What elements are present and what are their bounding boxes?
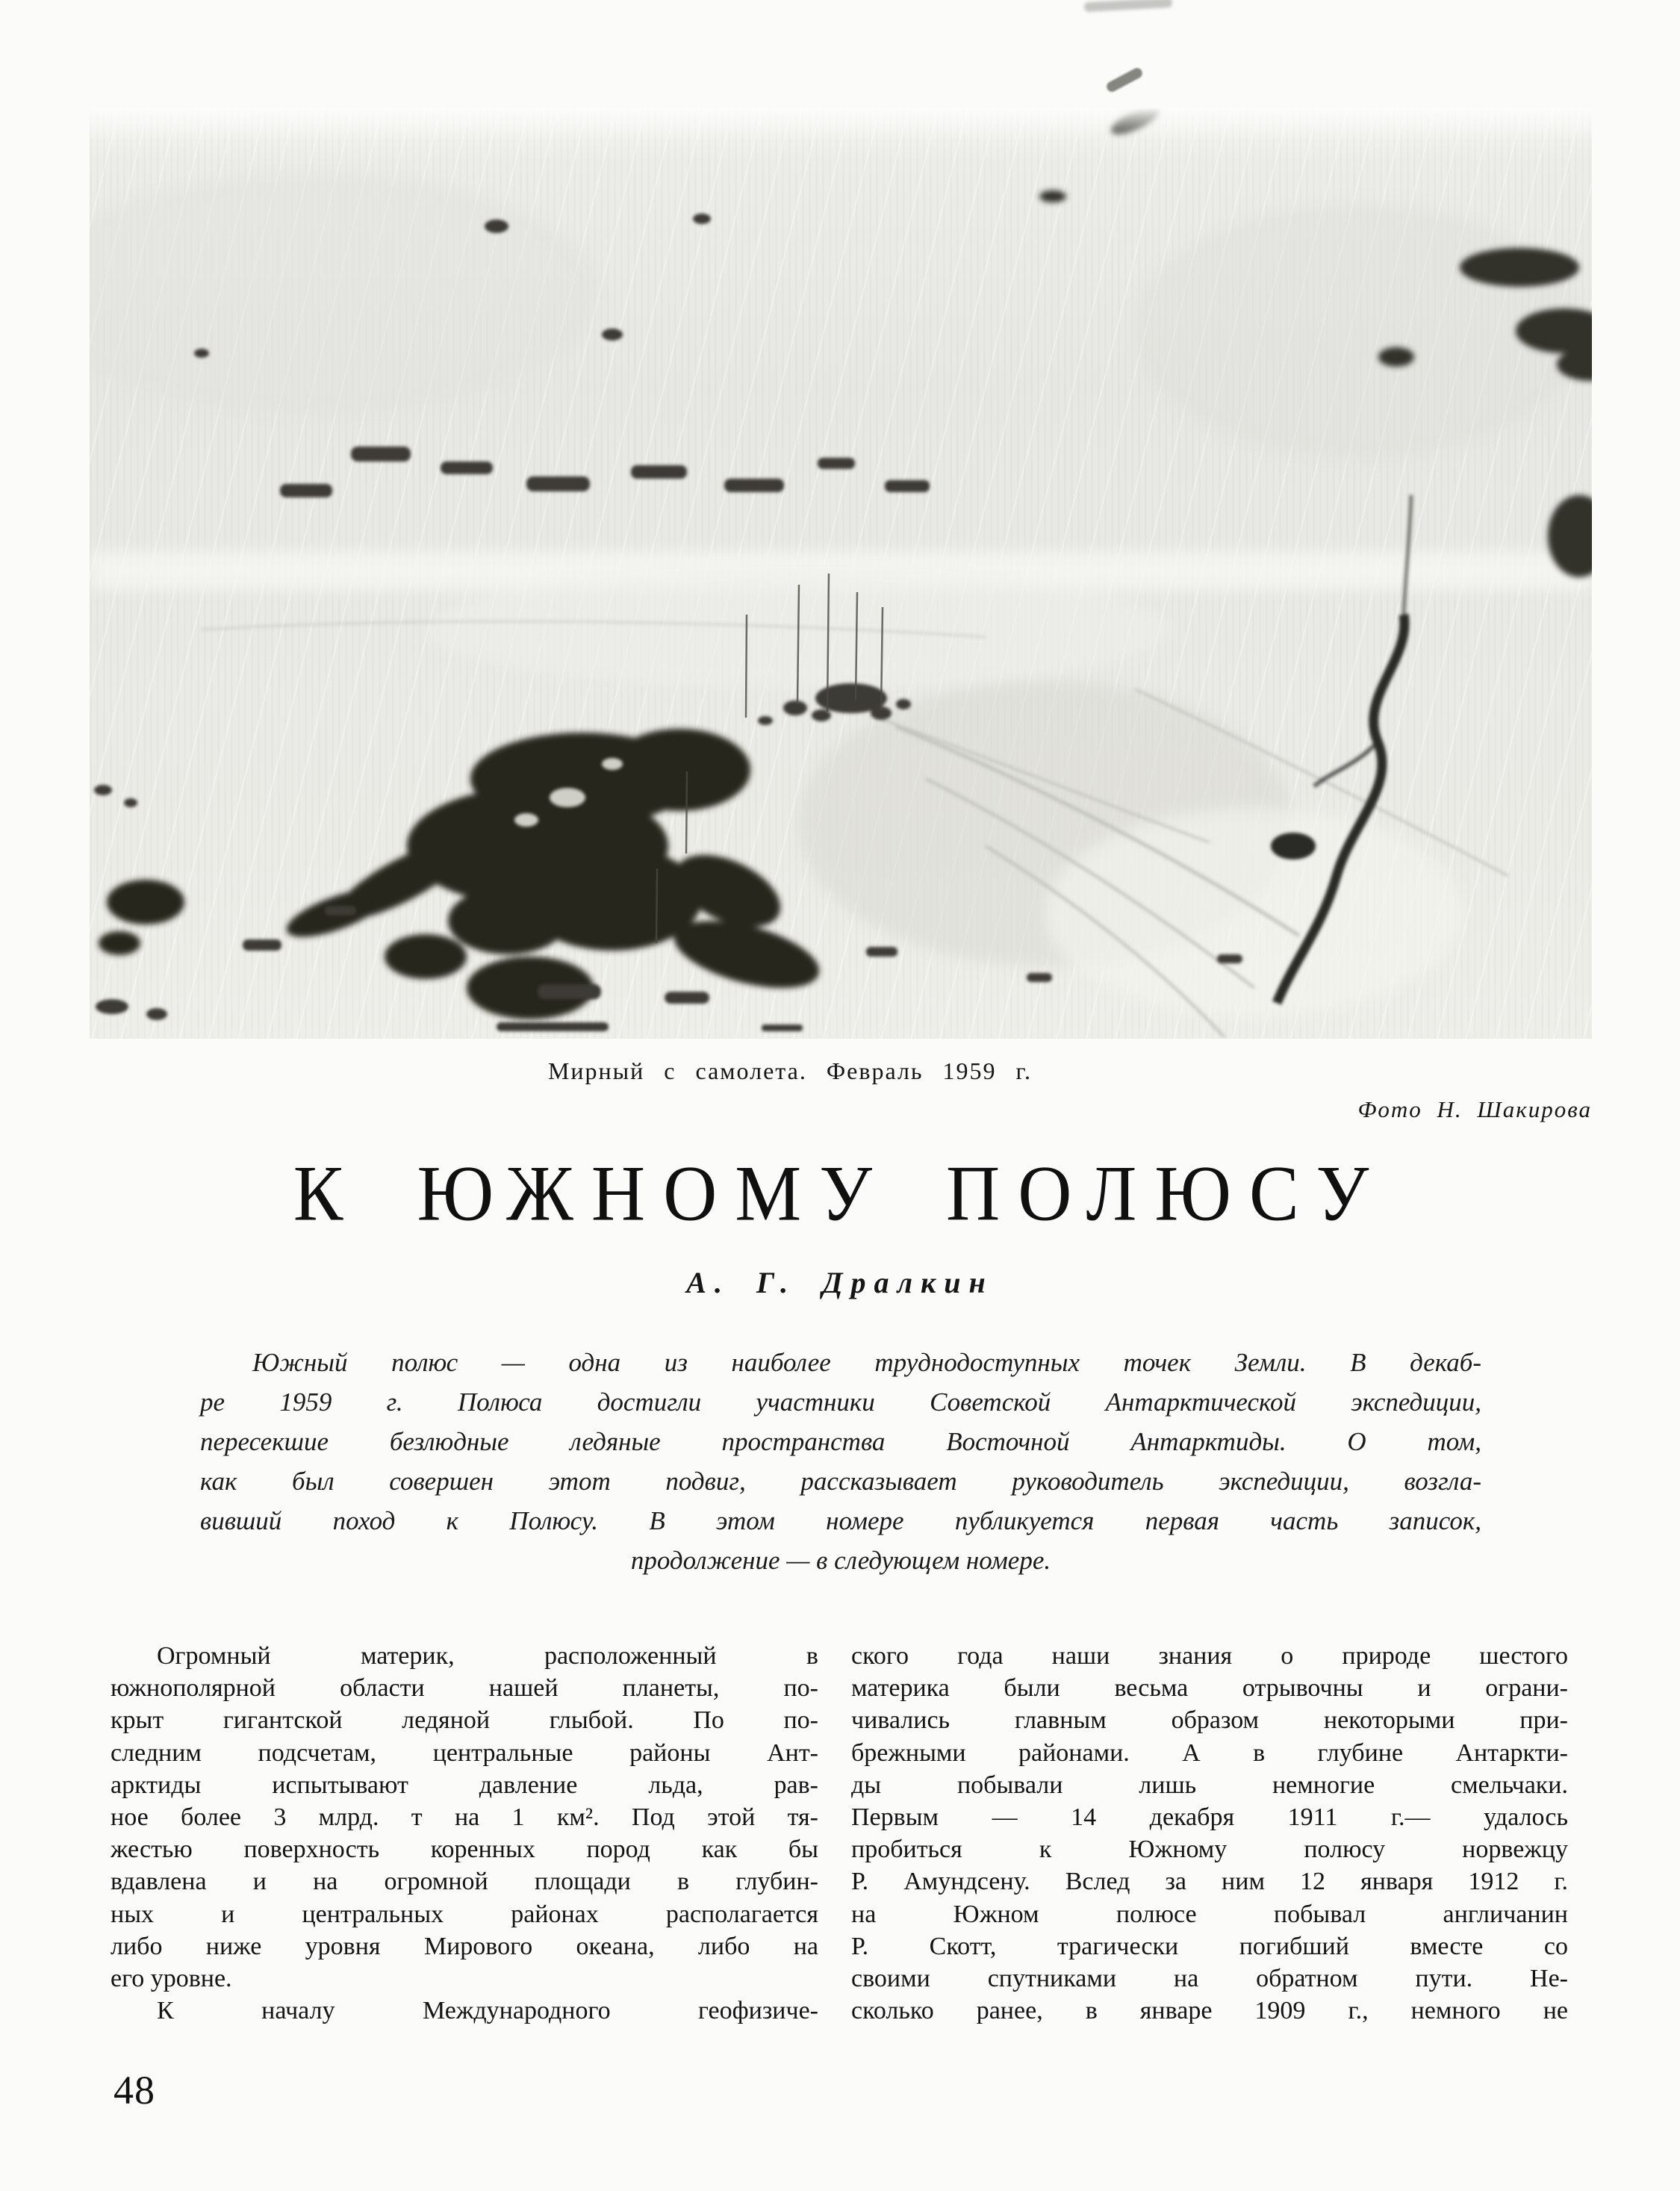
text-line: Южный полюс — одна из наиболее труднодоступных точек Земли. В декаб- — [252, 1348, 1481, 1377]
text-line: Р. Амундсену. Вслед за ним 12 января 1912 г. — [851, 1868, 1568, 1896]
text-line: пересекшие безлюдные ледяные пространства Восточной Антарктиды. О том, — [200, 1427, 1481, 1456]
text-line: пробиться к Южному полюсу норвежцу — [851, 1836, 1568, 1864]
text-line: вдавлена и на огромной площади в глубин- — [111, 1868, 818, 1896]
body-column-right — [851, 1640, 1568, 2027]
text-line: южнополярной области нашей планеты, по- — [111, 1674, 818, 1703]
text-line: как был совершен этот подвиг, рассказывает руководитель экспедиции, возгла- — [200, 1467, 1481, 1496]
text-line: продолжение — в следующем номере. — [630, 1546, 1051, 1575]
text-line: Огромный материк, расположенный в — [157, 1642, 818, 1670]
text-line: К началу Международного геофизиче- — [157, 1997, 818, 2025]
text-line: либо ниже уровня Мирового океана, либо на — [111, 1932, 818, 1960]
article-title: К ЮЖНОМУ ПОЛЮСУ — [293, 1149, 1387, 1237]
text-line: материка были весьма отрывочны и ограни- — [851, 1674, 1568, 1703]
scan-smudge — [1084, 0, 1173, 12]
text-line: чивались главным образом некоторыми при- — [851, 1706, 1568, 1735]
text-line: на Южном полюсе побывал англичанин — [851, 1900, 1568, 1928]
text-line: ное более 3 млрд. т на 1 км². Под этой тя- — [111, 1803, 818, 1832]
text-line: ре 1959 г. Полюса достигли участники Советской Антарктической экспедиции, — [200, 1387, 1481, 1417]
text-line: Первым — 14 декабря 1911 г.— удалось — [851, 1803, 1568, 1832]
text-line: ды побывали лишь немногие смельчаки. — [851, 1771, 1568, 1799]
text-line: ского года наши знания о природе шестого — [851, 1642, 1568, 1670]
text-line: крыт гигантской ледяной глыбой. По по- — [111, 1706, 818, 1735]
text-line: брежными районами. А в глубине Антаркти- — [851, 1738, 1568, 1767]
photo-credit: Фото Н. Шакирова — [1357, 1096, 1592, 1122]
aerial-photo — [90, 107, 1592, 1039]
photo-caption: Мирный с самолета. Февраль 1959 г. — [547, 1057, 1033, 1084]
crevasse-pit — [1271, 833, 1316, 860]
text-line: следним подсчетам, центральные районы Ант- — [111, 1738, 818, 1767]
scan-smudge — [1105, 66, 1144, 94]
text-line: сколько ранее, в январе 1909 г., немного не — [851, 1997, 1568, 2025]
text-line: своими спутниками на обратном пути. Не- — [851, 1965, 1568, 1993]
page-number: 48 — [113, 2068, 155, 2113]
lead-paragraph — [200, 1343, 1481, 1580]
rock-outcrop — [99, 729, 826, 1019]
text-line: ных и центральных районах располагается — [111, 1900, 818, 1928]
text-line: арктиды испытывают давление льда, рав- — [111, 1771, 818, 1799]
snow-tones — [90, 174, 1592, 1018]
text-line: жестью поверхность коренных пород как бы — [111, 1836, 818, 1864]
article-author: А. Г. Дралкин — [686, 1266, 994, 1299]
text-line: Р. Скотт, трагически погибший вместе со — [851, 1932, 1568, 1960]
photo-artwork — [90, 107, 1592, 1039]
text-line: вивший поход к Полюсу. В этом номере публикуется первая часть записок, — [200, 1506, 1481, 1535]
text-line: его уровне. — [111, 1965, 232, 1993]
body-column-left — [111, 1640, 818, 2027]
